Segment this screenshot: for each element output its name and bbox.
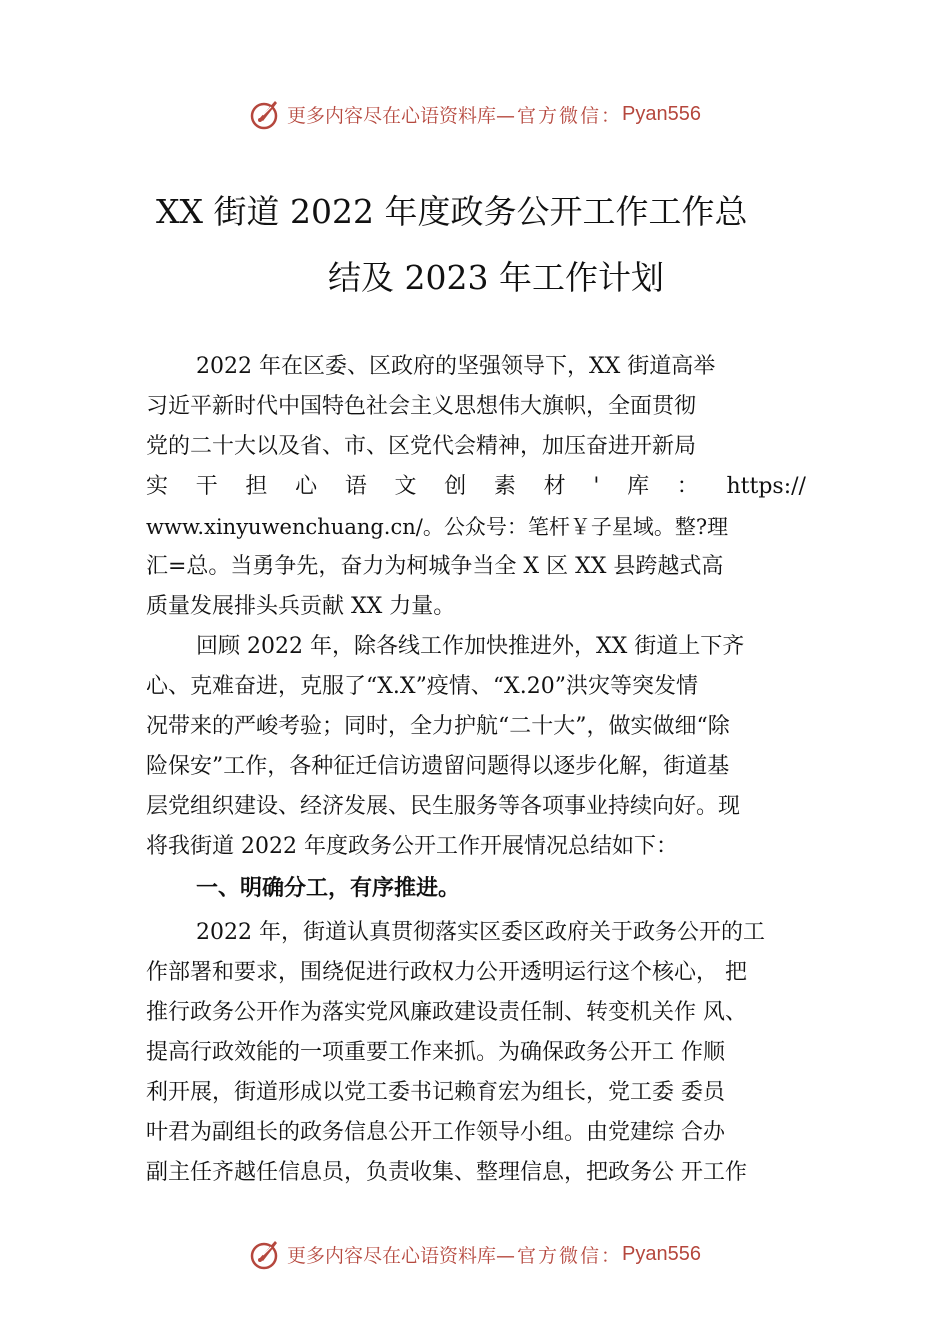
spread-char: https://: [726, 474, 806, 499]
body-line: 党的二十大以及省、市、区党代会精神，加压奋进开新局: [146, 434, 697, 459]
body-line: 将我街道 2022 年度政务公开工作开展情况总结如下：: [146, 834, 678, 859]
feather-logo-icon: [249, 97, 283, 131]
document-title-line-2: 结及 2023 年工作计划: [328, 258, 664, 297]
body-line: 心、克难奋进，克服了“X.X”疫情、“X.20”洪灾等突发情: [146, 674, 698, 699]
spread-char: ：: [676, 474, 699, 499]
body-line: 习近平新时代中国特色社会主义思想伟大旗帜，全面贯彻: [146, 394, 697, 419]
spread-char: ': [593, 474, 600, 499]
body-line: 叶君为副组长的政务信息公开工作领导小组。由党建综 合办: [146, 1120, 725, 1145]
spread-char: 实: [146, 474, 169, 499]
document-title-line-1: XX 街道 2022 年度政务公开工作工作总: [156, 192, 748, 231]
watermark-text: 更多内容尽在心语资料库: [287, 104, 497, 127]
watermark-banner-top: [0, 92, 950, 136]
spread-char: 干: [195, 474, 218, 499]
spread-char: 担: [245, 474, 268, 499]
body-line: www.xinyuwenchuang.cn/。公众号：笔杆￥子星域。整?理: [146, 515, 729, 539]
spread-char: 库: [627, 474, 650, 499]
watermark-banner-bottom: [0, 1232, 950, 1276]
body-line: 险保安”工作，各种征迁信访遗留问题得以逐步化解，街道基: [146, 754, 730, 779]
spread-char: 素: [493, 474, 516, 499]
body-line: 层党组织建设、经济发展、民生服务等各项事业持续向好。现: [146, 794, 741, 819]
watermark-separator: —官方微信：: [496, 1244, 623, 1267]
watermark-text: 更多内容尽在心语资料库: [287, 1244, 497, 1267]
feather-logo-icon: [249, 1237, 283, 1271]
watermark-account: Pyan556: [622, 102, 701, 125]
body-line-spread: [146, 472, 806, 502]
section-heading: 一、明确分工，有序推进。: [196, 876, 461, 901]
watermark-account: Pyan556: [622, 1242, 701, 1265]
body-line: 副主任齐越任信息员，负责收集、整理信息，把政务公 开工作: [146, 1160, 747, 1185]
body-line: 2022 年在区委、区政府的坚强领导下，XX 街道高举: [196, 354, 716, 379]
body-line: 2022 年，街道认真贯彻落实区委区政府关于政务公开的工: [196, 920, 765, 945]
body-line: 提高行政效能的一项重要工作来抓。为确保政务公开工 作顺: [146, 1040, 725, 1065]
body-line: 汇=总。当勇争先，奋力为柯城争当全 X 区 XX 县跨越式高: [146, 554, 724, 579]
body-line: 质量发展排头兵贡献 XX 力量。: [146, 594, 456, 619]
body-line: 回顾 2022 年，除各线工作加快推进外，XX 街道上下齐: [196, 634, 745, 659]
body-line: 作部署和要求，围绕促进行政权力公开透明运行这个核心， 把: [146, 960, 747, 985]
body-line: 利开展，街道形成以党工委书记赖育宏为组长，党工委 委员: [146, 1080, 725, 1105]
spread-char: 材: [543, 474, 566, 499]
spread-char: 文: [394, 474, 417, 499]
body-line: 况带来的严峻考验；同时，全力护航“二十大”，做实做细“除: [146, 714, 730, 739]
watermark-separator: —官方微信：: [496, 104, 623, 127]
body-line: 推行政务公开作为落实党风廉政建设责任制、转变机关作 风、: [146, 1000, 747, 1025]
spread-char: 心: [295, 474, 318, 499]
spread-char: 创: [444, 474, 467, 499]
spread-char: 语: [344, 474, 367, 499]
